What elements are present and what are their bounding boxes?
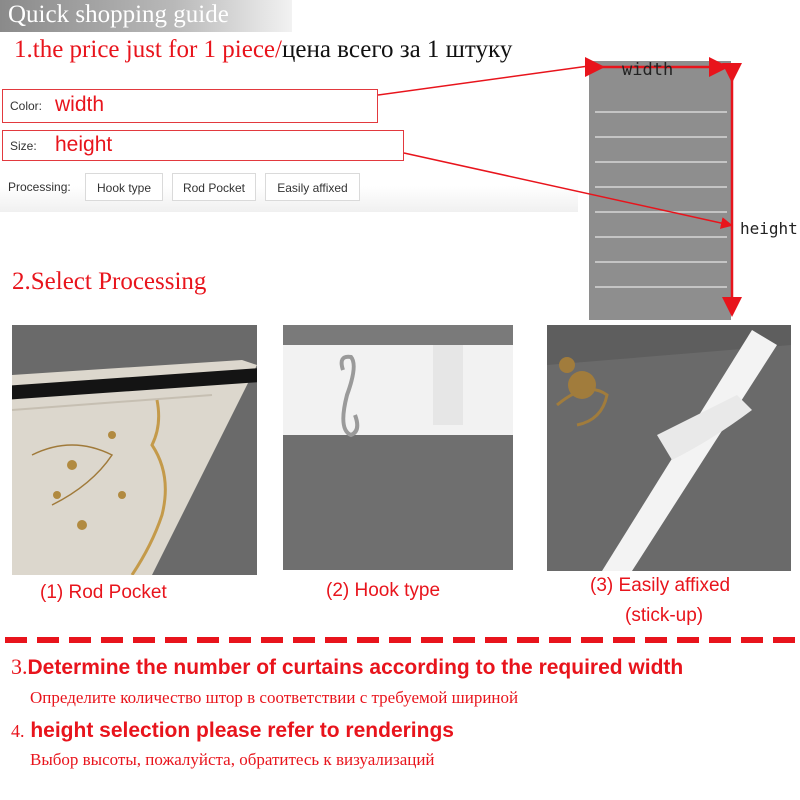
easily-affixed-sublabel: (stick-up)	[625, 605, 704, 626]
easily-affixed-photo	[547, 325, 791, 571]
color-connector-line	[378, 65, 596, 95]
color-label: Color:	[10, 99, 43, 113]
height-label: height	[740, 219, 798, 238]
rod-pocket-photo	[12, 325, 257, 575]
hook-type-caption: (2) Hook type	[326, 580, 441, 601]
step3-subtitle-ru: Определите количество штор в соответствии с требуемой шириной	[30, 688, 519, 707]
rod-pocket-illustration	[12, 325, 257, 575]
step1-text-en: 1.the price just for 1 piece/	[14, 36, 282, 63]
easily-affixed-caption: (3) Easily affixed	[590, 575, 731, 596]
step3-heading: 3.Determine the number of curtains according to the required width	[11, 654, 684, 679]
size-connector-line	[404, 153, 730, 225]
hook-type-button[interactable]: Hook type	[85, 173, 163, 201]
hook-type-photo	[283, 325, 513, 570]
rod-pocket-caption: (1) Rod Pocket	[40, 582, 167, 603]
size-value: height	[55, 133, 113, 156]
easily-affixed-button[interactable]: Easily affixed	[265, 173, 360, 201]
hook-type-illustration	[283, 325, 513, 570]
step4-subtitle-ru: Выбор высоты, пожалуйста, обратитесь к визуализаций	[30, 750, 435, 769]
rod-pocket-button[interactable]: Rod Pocket	[172, 173, 256, 201]
size-label: Size:	[10, 139, 37, 153]
easily-affixed-illustration	[547, 325, 791, 571]
step1-text-ru: цена всего за 1 штуку	[281, 36, 513, 63]
step4-heading: 4. height selection please refer to renderings	[11, 719, 454, 742]
processing-label: Processing:	[8, 180, 71, 194]
width-label: width	[622, 60, 674, 80]
step2-heading: 2.Select Processing	[12, 268, 207, 295]
color-value: width	[55, 93, 105, 116]
dashed-divider	[5, 635, 795, 645]
page-title: Quick shopping guide	[8, 1, 229, 28]
